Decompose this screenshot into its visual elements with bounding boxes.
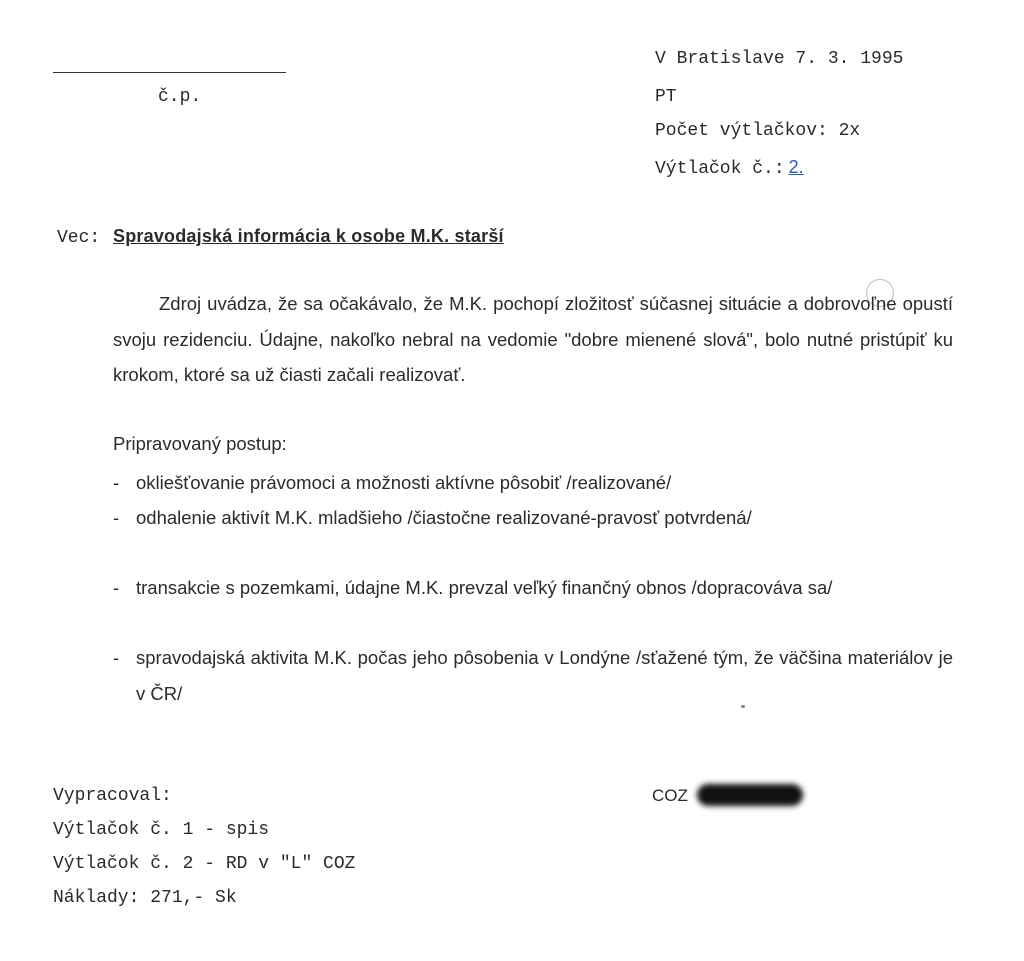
bullet-dash: - bbox=[113, 647, 120, 668]
bullet-dash: - bbox=[113, 507, 120, 528]
copies-count: Počet výtlačkov: 2x bbox=[655, 121, 861, 141]
costs-line: Náklady: 271,- Sk bbox=[53, 888, 237, 908]
bullet-dash: - bbox=[113, 577, 120, 598]
list-item bbox=[113, 570, 953, 606]
plan-label: Pripravovaný postup: bbox=[113, 433, 287, 454]
classification: PT bbox=[655, 87, 677, 107]
list-item-text: transakcie s pozemkami, údajne M.K. prevzal veľký finančný obnos /dopracováva sa/ bbox=[136, 577, 833, 598]
signature-prefix: COZ bbox=[652, 786, 688, 805]
copy-number-handwritten: 2. bbox=[788, 157, 804, 177]
copy-2-line: Výtlačok č. 2 - RD v "L" COZ bbox=[53, 854, 356, 874]
list-item-text: spravodajská aktivita M.K. počas jeho pôsobenia v Londýne /sťažené tým, že väčšina materiálov je v ČR/ bbox=[136, 647, 953, 704]
copy-number-line bbox=[655, 157, 804, 179]
paper-speck bbox=[741, 705, 745, 708]
registration-line bbox=[53, 72, 286, 73]
list-item-text: odhalenie aktivít M.K. mladšieho /čiastočne realizované-pravosť potvrdená/ bbox=[136, 507, 752, 528]
list-item bbox=[113, 500, 953, 536]
bullet-dash: - bbox=[113, 472, 120, 493]
list-item bbox=[113, 465, 953, 501]
place-date: V Bratislave 7. 3. 1995 bbox=[655, 49, 904, 69]
copy-number-label: Výtlačok č.: bbox=[655, 159, 785, 179]
redacted-name bbox=[697, 784, 803, 806]
subject-title: Spravodajská informácia k osobe M.K. starší bbox=[113, 226, 504, 246]
registration-number-label: č.p. bbox=[158, 87, 202, 107]
copy-1-line: Výtlačok č. 1 - spis bbox=[53, 820, 270, 840]
list-item-text: okliešťovanie právomoci a možnosti aktívne pôsobiť /realizované/ bbox=[136, 472, 672, 493]
subject-label: Vec: bbox=[57, 228, 101, 248]
intro-paragraph: Zdroj uvádza, že sa očakávalo, že M.K. pochopí zložitosť súčasnej situácie a dobrovoľne opustí svoju rezidenciu. Údajne, nakoľko nebral na vedomie "dobre mienené slová", bolo nutné pristúpiť ku krokom, ktoré sa už čiasti začali realizovať. bbox=[113, 293, 953, 385]
list-item bbox=[113, 640, 953, 711]
prepared-by-label: Vypracoval: bbox=[53, 786, 172, 806]
